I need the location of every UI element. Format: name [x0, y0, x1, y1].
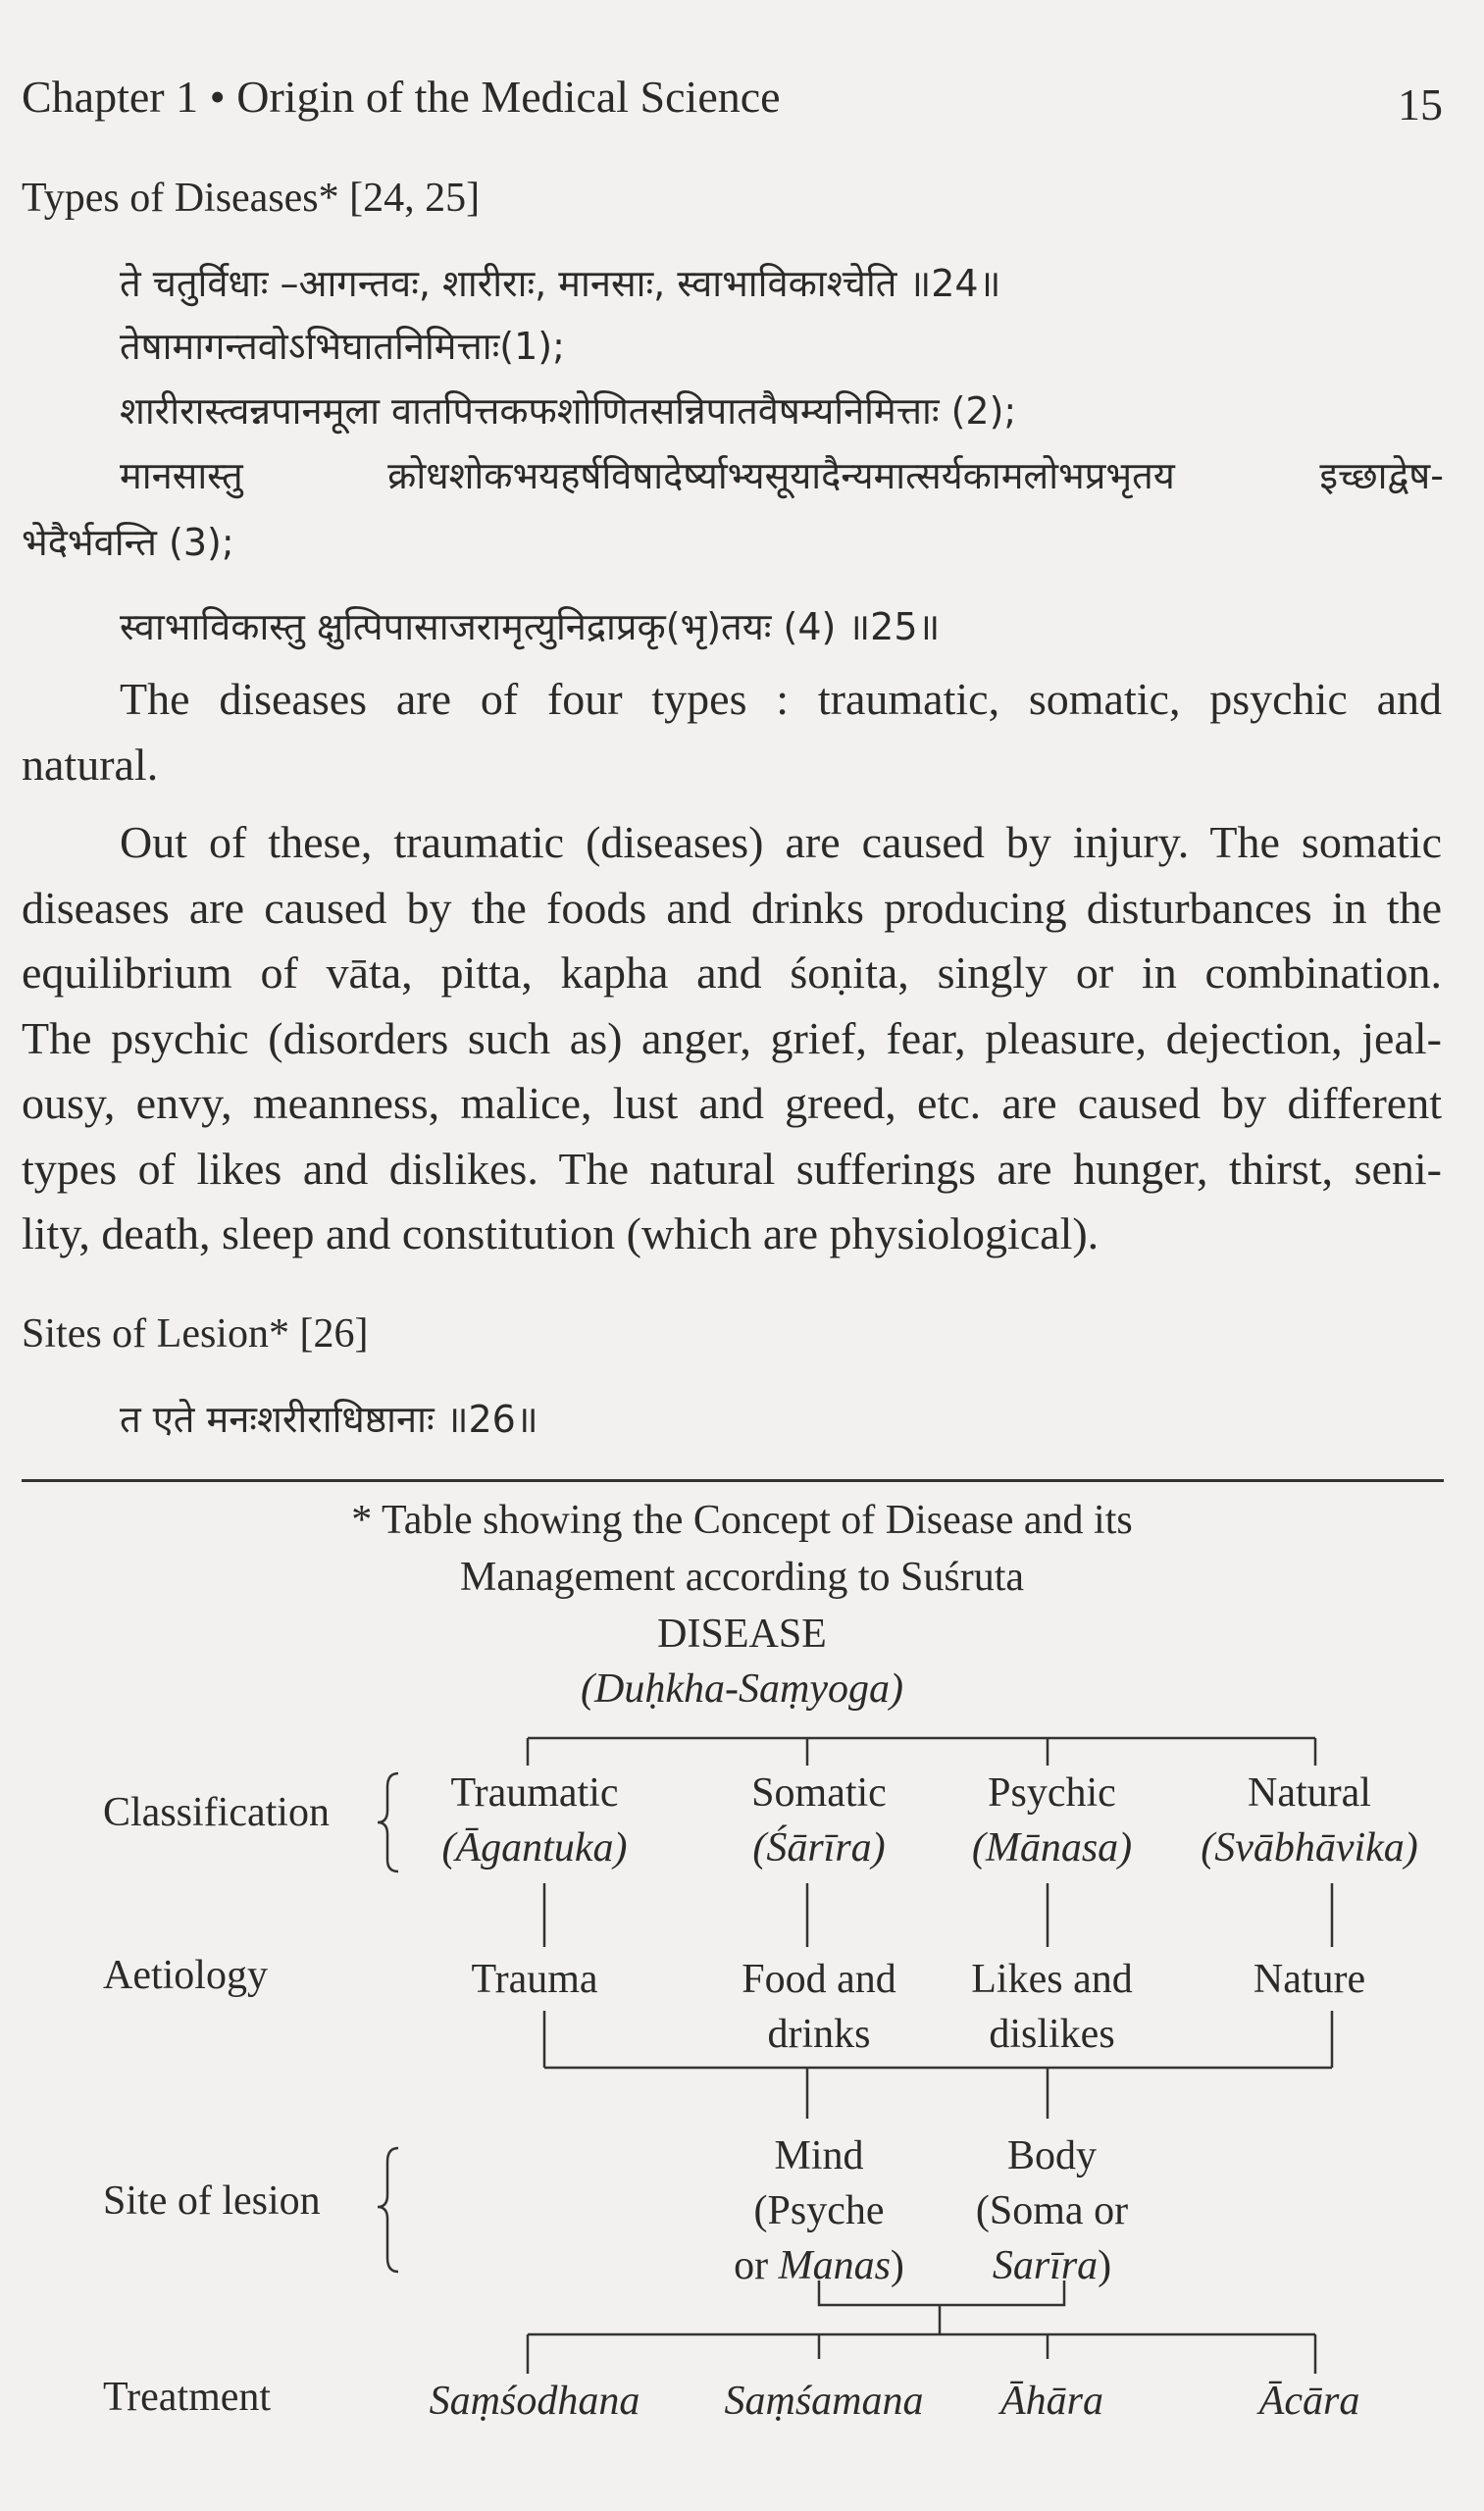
treatment-samsodhana: Saṃśodhana: [429, 2379, 640, 2424]
table-caption: * Table showing the Concept of Disease and its: [351, 1498, 1133, 1543]
cause-text: Nature: [1253, 1957, 1366, 2002]
class-name: Natural: [1248, 1770, 1371, 1816]
class-sanskrit: (Śārīra): [752, 1825, 886, 1870]
sanskrit-verse-line: भेदैर्भवन्ति (3);: [22, 521, 234, 564]
brace-icon: [378, 2148, 398, 2272]
site-text: Sarīra): [992, 2243, 1112, 2288]
row-label-treatment: Treatment: [103, 2375, 272, 2420]
connector-classification: [528, 1738, 1315, 1766]
site-text: (Psyche: [753, 2188, 885, 2233]
table-caption: Management according to Suśruta: [460, 1555, 1024, 1600]
page-number: 15: [1398, 79, 1443, 129]
sanskrit-verse-line: स्वाभाविकास्तु क्षुत्पिपासाजरामृत्युनिद्राप्रकृ(भृ)तयः (4) ॥25॥: [120, 605, 941, 648]
treatment-samsamana: Saṃśamana: [724, 2379, 924, 2424]
text-line: Out of these, traumatic (diseases) are caused by injury. The somatic: [120, 817, 1442, 867]
text-line: The diseases are of four types : traumatic, somatic, psychic and: [120, 674, 1442, 724]
cause-text: drinks: [767, 2012, 871, 2057]
text-line: equilibrium of vāta, pitta, kapha and śoṇita, singly or in combination.: [22, 948, 1442, 998]
text-line: natural.: [22, 739, 159, 790]
sanskrit-verse-line: शारीरास्त्वन्नपानमूला वातपित्तकफशोणितसन्निपातवैषम्यनिमित्ताः (2);: [120, 389, 1017, 433]
section-heading-types: Types of Diseases* [24, 25]: [22, 176, 481, 221]
cause-text: Likes and: [971, 1957, 1133, 2002]
site-text: Mind: [774, 2133, 864, 2178]
connector-sites: [544, 2011, 1332, 2119]
treatment-ahara: Āhāra: [1000, 2379, 1103, 2424]
connector-treatment: [528, 2334, 1315, 2374]
section-heading-lesion: Sites of Lesion* [26]: [22, 1311, 369, 1357]
text-line: ousy, envy, meanness, malice, lust and greed, etc. are caused by different: [22, 1078, 1442, 1128]
text-line: lity, death, sleep and constitution (which are physiological).: [22, 1208, 1100, 1258]
site-text: (Soma or: [975, 2188, 1129, 2233]
site-text: Body: [1006, 2133, 1097, 2178]
brace-icon: [378, 1773, 398, 1871]
running-header: Chapter 1 • Origin of the Medical Science: [22, 72, 781, 122]
row-label-site: Site of lesion: [103, 2178, 321, 2224]
class-sanskrit: (Āgantuka): [441, 1825, 628, 1870]
class-name: Somatic: [751, 1770, 887, 1816]
class-name: Psychic: [988, 1770, 1116, 1816]
connector-site-merge: [819, 2280, 1064, 2334]
site-text: or Manas): [734, 2243, 904, 2288]
class-name: Traumatic: [450, 1770, 619, 1816]
sanskrit-verse-line: तेषामागन्तवोऽभिघातनिमित्ताः(1);: [120, 325, 565, 368]
row-label-aetiology: Aetiology: [103, 1953, 268, 1998]
text-line: types of likes and dislikes. The natural sufferings are hunger, thirst, seni-: [22, 1143, 1442, 1194]
sanskrit-verse-line: त एते मनःशरीराधिष्ठानाः ॥26॥: [120, 1398, 538, 1441]
class-sanskrit: (Svābhāvika): [1201, 1825, 1418, 1870]
diagram-root-sub: (Duḥkha-Saṃyoga): [581, 1666, 903, 1712]
class-sanskrit: (Mānasa): [971, 1825, 1133, 1870]
diagram-root: DISEASE: [657, 1612, 827, 1657]
treatment-acara: Ācāra: [1258, 2379, 1360, 2424]
text-line: diseases are caused by the foods and drinks producing disturbances in the: [22, 882, 1442, 933]
sanskrit-verse-line: मानसास्तु क्रोधशोकभयहर्षविषादेर्ष्याभ्यसूयादैन्यमात्सर्यकामलोभप्रभृतय इच्छाद्वेष-: [120, 454, 1444, 497]
cause-text: dislikes: [989, 2012, 1115, 2057]
sanskrit-verse-line: ते चतुर्विधाः –आगन्तवः, शारीराः, मानसाः, स्वाभाविकाश्चेति ॥24॥: [120, 262, 1001, 305]
text-line: The psychic (disorders such as) anger, grief, fear, pleasure, dejection, jeal-: [22, 1012, 1442, 1063]
row-label-classification: Classification: [103, 1790, 330, 1835]
cause-text: Food and: [742, 1957, 896, 2002]
cause-text: Trauma: [471, 1957, 598, 2002]
connector-aetiology: [544, 1883, 1332, 1947]
